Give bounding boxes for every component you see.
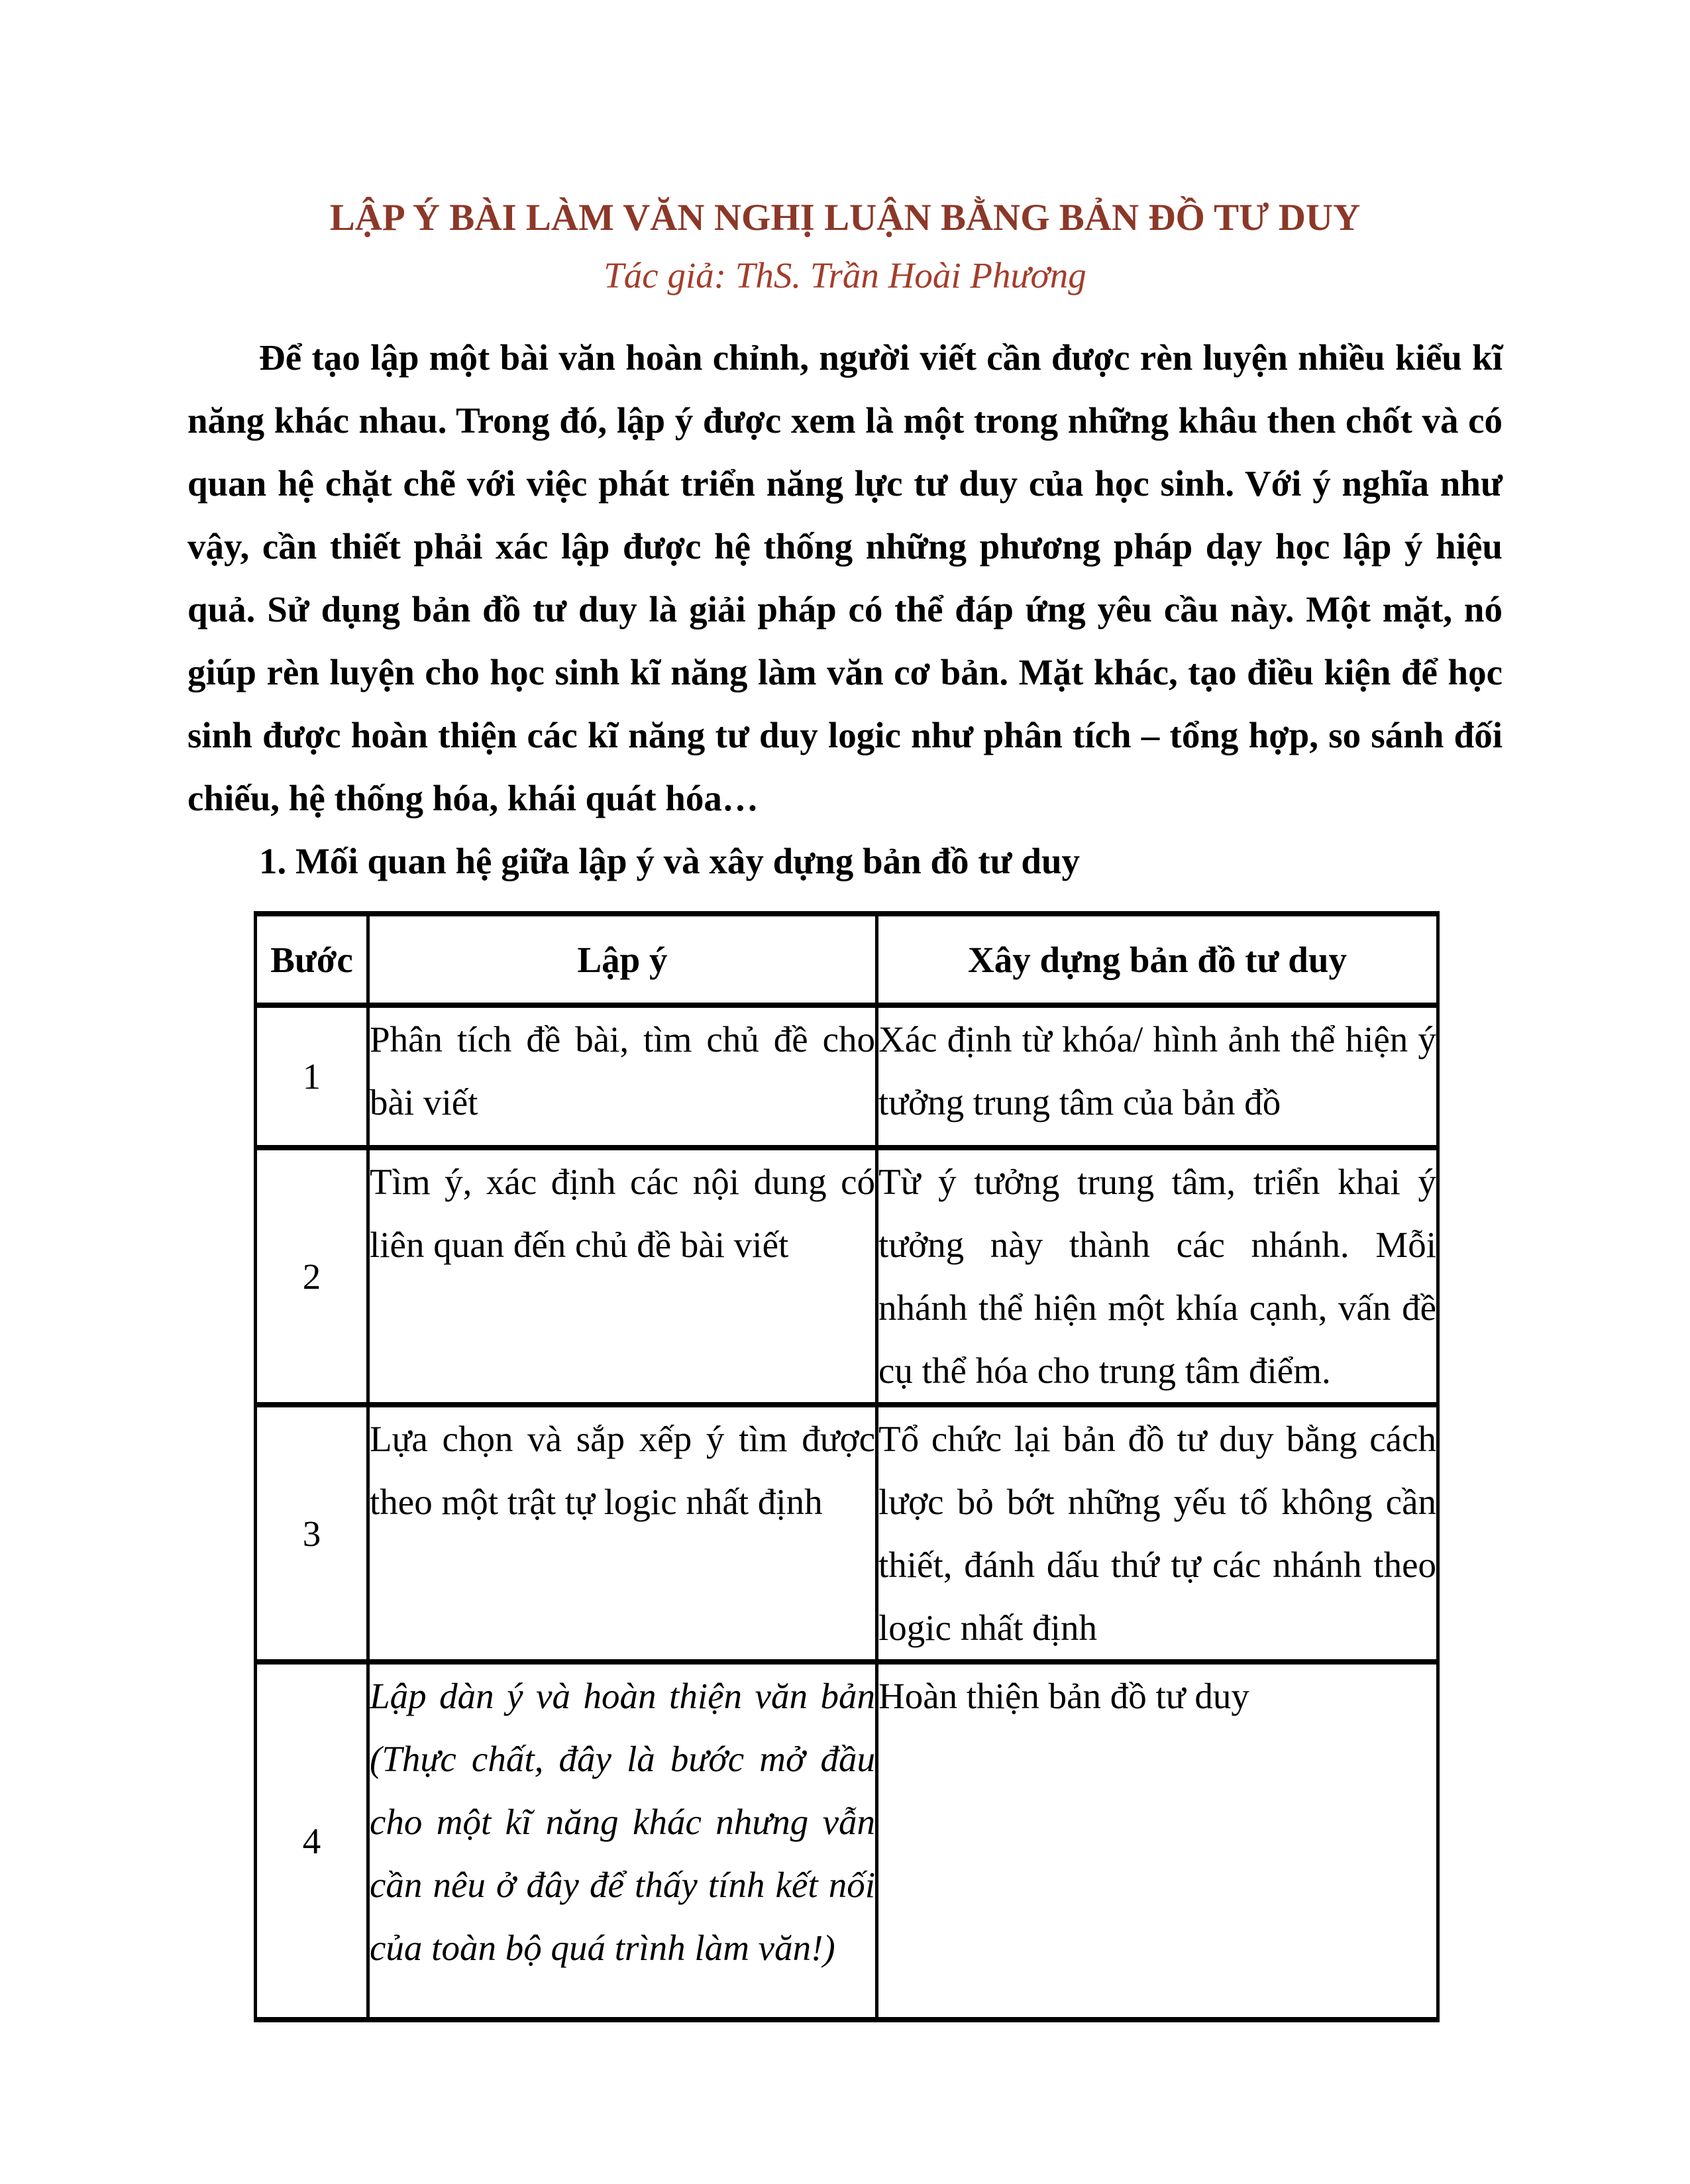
table-row — [256, 1405, 1438, 1662]
bando-cell: Xác định từ khóa/ hình ảnh thể hiện ý tưởng trung tâm của bản đồ — [877, 1005, 1438, 1148]
lapy-cell: Phân tích đề bài, tìm chủ đề cho bài viết — [368, 1005, 877, 1148]
document-title: LẬP Ý BÀI LÀM VĂN NGHỊ LUẬN BẰNG BẢN ĐỒ TƯ DUY — [329, 197, 1361, 239]
lapy-cell: Lựa chọn và sắp xếp ý tìm được theo một trật tự logic nhất định — [368, 1405, 877, 1662]
col-header-bando: Xây dựng bản đồ tư duy — [877, 914, 1438, 1005]
step-number: 1 — [256, 1005, 368, 1148]
author-line: Tác giả: ThS. Trần Hoài Phương — [604, 255, 1086, 296]
step-number: 3 — [256, 1405, 368, 1662]
bando-cell: Hoàn thiện bản đồ tư duy — [877, 1662, 1438, 2020]
table-header-row — [256, 914, 1438, 1005]
intro-paragraph: Để tạo lập một bài văn hoàn chỉnh, người viết cần được rèn luyện nhiều kiểu kĩ năng khác nhau. Trong đó, lập ý được xem là một trong những khâu then chốt và có quan hệ chặt chẽ với việc phát triển năng lực tư duy của học sinh. Với ý nghĩa như vậy, cần thiết phải xác lập được hệ thống những phương pháp dạy học lập ý hiệu quả. Sử dụng bản đồ tư duy là giải pháp có thể đáp ứng yêu cầu này. Một mặt, nó giúp rèn luyện cho học sinh kĩ năng làm văn cơ bản. Mặt khác, tạo điều kiện để học sinh được hoàn thiện các kĩ năng tư duy logic như phân tích – tổng hợp, so sánh đối chiếu, hệ thống hóa, khái quát hóa… — [187, 337, 1503, 818]
bando-cell: Từ ý tưởng trung tâm, triển khai ý tưởng này thành các nhánh. Mỗi nhánh thể hiện một khía cạnh, vấn đề cụ thể hóa cho trung tâm điểm. — [877, 1148, 1438, 1405]
step-number: 4 — [256, 1662, 368, 2020]
lapy-cell: Tìm ý, xác định các nội dung có liên quan đến chủ đề bài viết — [368, 1148, 877, 1405]
section-heading: 1. Mối quan hệ giữa lập ý và xây dựng bản đồ tư duy — [259, 841, 1081, 881]
col-header-lapy: Lập ý — [368, 914, 877, 1005]
table-row — [256, 1005, 1438, 1148]
table-row — [256, 1148, 1438, 1405]
col-header-step: Bước — [256, 914, 368, 1005]
step-number: 2 — [256, 1148, 368, 1405]
steps-table — [254, 911, 1440, 2022]
table-row — [256, 1662, 1438, 2020]
bando-cell: Tổ chức lại bản đồ tư duy bằng cách lược bỏ bớt những yếu tố không cần thiết, đánh dấu thứ tự các nhánh theo logic nhất định — [877, 1405, 1438, 1662]
lapy-cell: Lập dàn ý và hoàn thiện văn bản (Thực chất, đây là bước mở đầu cho một kĩ năng khác nhưng vẫn cần nêu ở đây để thấy tính kết nối của toàn bộ quá trình làm văn!) — [368, 1662, 877, 2020]
